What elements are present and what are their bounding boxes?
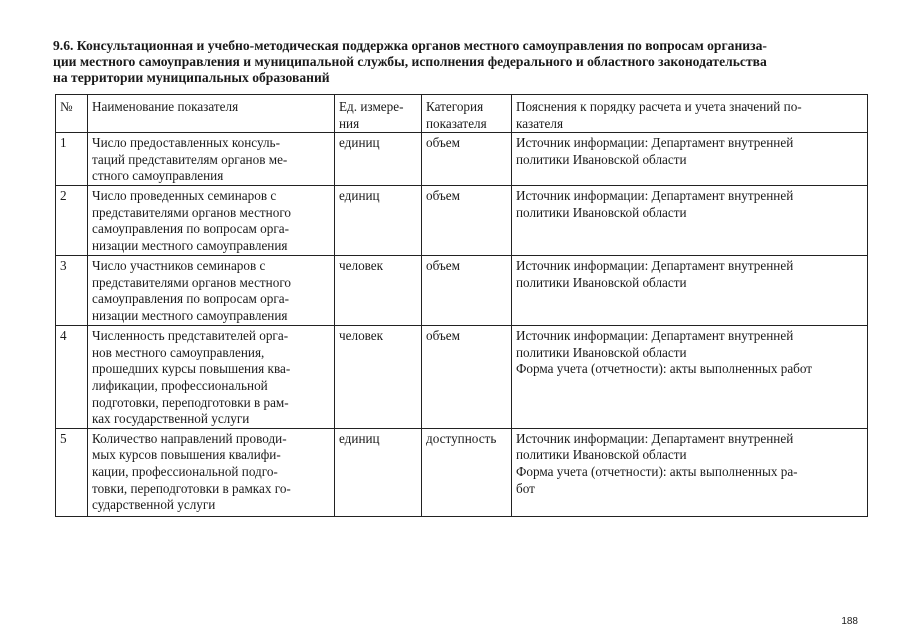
row-name-line: нов местного самоуправления, — [92, 344, 265, 360]
row-unit: единиц — [335, 186, 422, 256]
table-row — [56, 186, 868, 256]
header-category — [422, 95, 512, 133]
row-name-line: подготовки, переподготовки в рам- — [92, 394, 289, 410]
row-name-line: сударственной услуги — [92, 497, 216, 513]
row-notes-line: политики Ивановской области — [516, 151, 687, 167]
row-name-line: низации местного самоуправления — [92, 307, 288, 323]
header-unit-line: ния — [339, 115, 360, 131]
row-category: объем — [422, 186, 512, 256]
row-name — [88, 428, 335, 516]
row-notes-line: Источник информации: Департамент внутренней — [516, 258, 794, 274]
header-category-line: Категория — [426, 99, 484, 114]
header-notes-line: Пояснения к порядку расчета и учета значений по- — [516, 99, 802, 114]
row-name-line: кации, профессиональной подго- — [92, 463, 278, 479]
row-notes-line: бот — [516, 480, 535, 496]
row-name — [88, 256, 335, 326]
row-name-line: низации местного самоуправления — [92, 237, 288, 253]
row-notes-line: политики Ивановской области — [516, 344, 687, 360]
row-category: доступность — [422, 428, 512, 516]
row-num: 3 — [56, 256, 88, 326]
row-name-line: Количество направлений проводи- — [92, 430, 287, 446]
row-category: объем — [422, 133, 512, 186]
row-name — [88, 326, 335, 429]
row-name-line: товки, переподготовки в рамках го- — [92, 480, 291, 496]
table-row — [56, 326, 868, 429]
row-name-line: Число предоставленных консуль- — [92, 135, 280, 151]
heading-line: 9.6. Консультационная и учебно-методическая поддержка органов местного самоуправления по вопросам организа- — [53, 38, 767, 53]
row-name — [88, 186, 335, 256]
row-name-line: стного самоуправления — [92, 168, 224, 184]
row-unit: единиц — [335, 428, 422, 516]
row-name-line: таций представителям органов ме- — [92, 151, 288, 167]
row-notes-line: Источник информации: Департамент внутренней — [516, 430, 794, 446]
row-name-line: прошедших курсы повышения ква- — [92, 361, 291, 377]
header-name: Наименование показателя — [88, 95, 335, 133]
row-unit: человек — [335, 256, 422, 326]
row-name-line: мых курсов повышения квалифи- — [92, 447, 281, 463]
row-name-line: Число участников семинаров с — [92, 258, 266, 274]
table-header-row — [56, 95, 868, 133]
row-category: объем — [422, 326, 512, 429]
row-num: 2 — [56, 186, 88, 256]
row-notes-line: политики Ивановской области — [516, 204, 687, 220]
header-notes — [512, 95, 868, 133]
row-category: объем — [422, 256, 512, 326]
indicators-table — [55, 94, 868, 517]
header-num: № — [56, 95, 88, 133]
table-row — [56, 256, 868, 326]
header-notes-line: казателя — [516, 115, 564, 131]
row-notes-line: политики Ивановской области — [516, 447, 687, 463]
row-name-line: лификации, профессиональной — [92, 377, 268, 393]
row-notes — [512, 428, 868, 516]
table-row — [56, 428, 868, 516]
row-notes — [512, 256, 868, 326]
row-name-line: представителями органов местного — [92, 274, 292, 290]
row-notes-line: политики Ивановской области — [516, 274, 687, 290]
row-num: 5 — [56, 428, 88, 516]
header-category-line: показателя — [426, 115, 487, 131]
row-notes-line: Форма учета (отчетности): акты выполненных работ — [516, 361, 813, 377]
section-heading — [53, 38, 863, 86]
row-name-line: самоуправления по вопросам орга- — [92, 221, 289, 237]
row-num: 1 — [56, 133, 88, 186]
row-notes — [512, 186, 868, 256]
row-unit: единиц — [335, 133, 422, 186]
header-unit — [335, 95, 422, 133]
row-name-line: ках государственной услуги — [92, 411, 250, 427]
heading-line: ции местного самоуправления и муниципальной службы, исполнения федерального и областного законодательства — [53, 54, 767, 69]
table-row — [56, 133, 868, 186]
row-notes-line: Источник информации: Департамент внутренней — [516, 188, 794, 204]
row-name — [88, 133, 335, 186]
row-name-line: представителями органов местного — [92, 204, 292, 220]
row-num: 4 — [56, 326, 88, 429]
header-unit-line: Ед. измере- — [339, 99, 404, 114]
row-notes — [512, 326, 868, 429]
row-notes-line: Форма учета (отчетности): акты выполненных ра- — [516, 463, 798, 479]
heading-line: на территории муниципальных образований — [53, 70, 330, 85]
row-notes — [512, 133, 868, 186]
row-name-line: Число проведенных семинаров с — [92, 188, 277, 204]
row-name-line: самоуправления по вопросам орга- — [92, 291, 289, 307]
page-number: 188 — [841, 616, 858, 627]
row-name-line: Численность представителей орга- — [92, 328, 289, 344]
row-notes-line: Источник информации: Департамент внутренней — [516, 328, 794, 344]
row-notes-line: Источник информации: Департамент внутренней — [516, 135, 794, 151]
row-unit: человек — [335, 326, 422, 429]
